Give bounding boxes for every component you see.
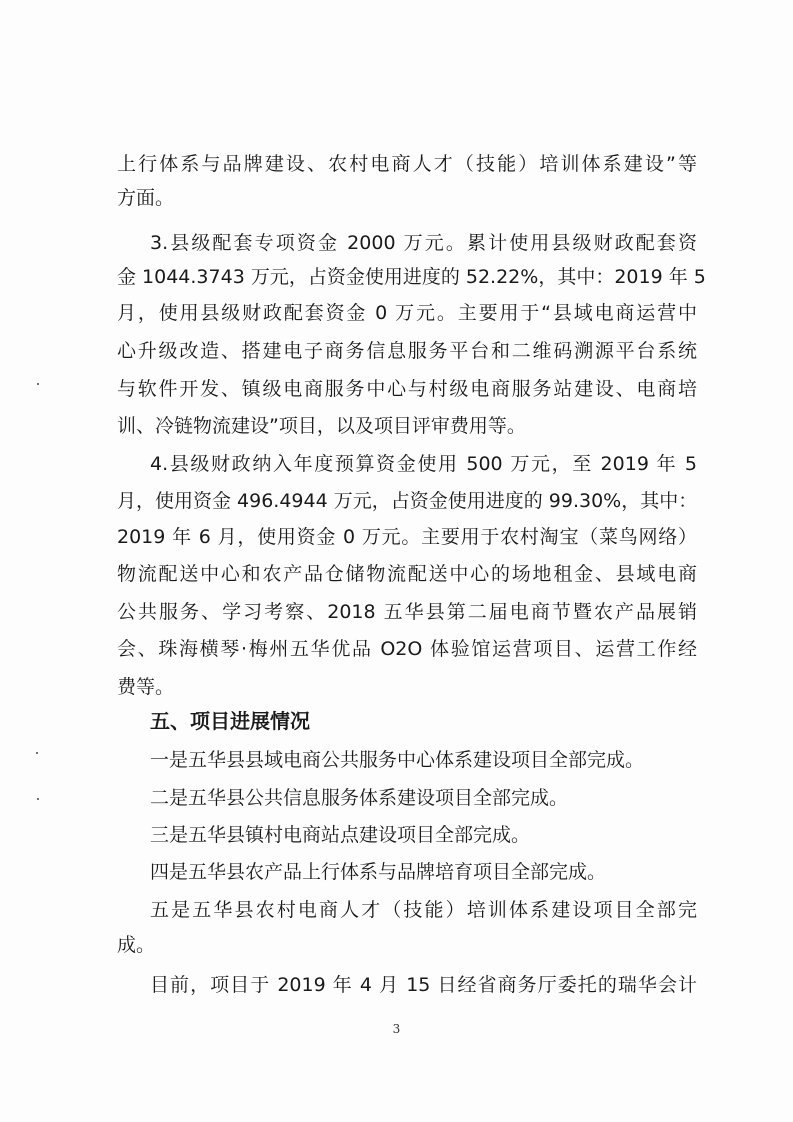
page-number: 3 (392, 1022, 401, 1036)
paragraph-line: 物流配送中心和农产品仓储物流配送中心的场地租金、县域电商 (117, 563, 697, 585)
section-heading: 五、项目进展情况 (150, 709, 310, 733)
paragraph-line: 费等。 (117, 676, 175, 698)
paragraph-line: 与软件开发、镇级电商服务中心与村级电商服务站建设、电商培 (117, 378, 697, 400)
paragraph-line: 上行体系与品牌建设、农村电商人才（技能）培训体系建设”等 (117, 153, 697, 175)
progress-line: 五是五华县农村电商人才（技能）培训体系建设项目全部完 (150, 899, 697, 921)
scan-speck (36, 752, 38, 754)
progress-line: 三是五华县镇村电商站点建设项目全部完成。 (150, 824, 531, 846)
paragraph-line: 3.县级配套专项资金 2000 万元。累计使用县级财政配套资 (150, 232, 697, 254)
progress-line: 四是五华县农产品上行体系与品牌培育项目全部完成。 (150, 861, 607, 883)
scan-speck (37, 383, 39, 385)
paragraph-line: 心升级改造、搭建电子商务信息服务平台和二维码溯源平台系统 (117, 340, 697, 362)
paragraph-line: 训、冷链物流建设”项目，以及项目评审费用等。 (117, 415, 526, 437)
paragraph-line: 4.县级财政纳入年度预算资金使用 500 万元，至 2019 年 5 (150, 453, 697, 475)
progress-line: 二是五华县公共信息服务体系建设项目全部完成。 (150, 787, 569, 809)
paragraph-line: 会、珠海横琴·梅州五华优品 O2O 体验馆运营项目、运营工作经 (117, 638, 697, 660)
progress-line: 一是五华县县域电商公共服务中心体系建设项目全部完成。 (150, 749, 645, 771)
paragraph-line: 公共服务、学习考察、2018 五华县第二届电商节暨农产品展销 (117, 601, 697, 623)
paragraph-line: 方面。 (117, 187, 175, 209)
paragraph-line: 金 1044.3743 万元，占资金使用进度的 52.22%，其中：2019 年 5 (117, 266, 706, 288)
paragraph-line: 月，使用资金 496.4944 万元，占资金使用进度的 99.30%，其中： (117, 490, 698, 512)
paragraph-line: 2019 年 6 月，使用资金 0 万元。主要用于农村淘宝（菜鸟网络） (117, 526, 697, 548)
progress-line: 成。 (117, 934, 156, 956)
paragraph-line: 月，使用县级财政配套资金 0 万元。主要用于“县域电商运营中 (117, 302, 697, 324)
scan-speck (37, 798, 39, 800)
progress-line: 目前，项目于 2019 年 4 月 15 日经省商务厅委托的瑞华会计 (150, 974, 697, 996)
